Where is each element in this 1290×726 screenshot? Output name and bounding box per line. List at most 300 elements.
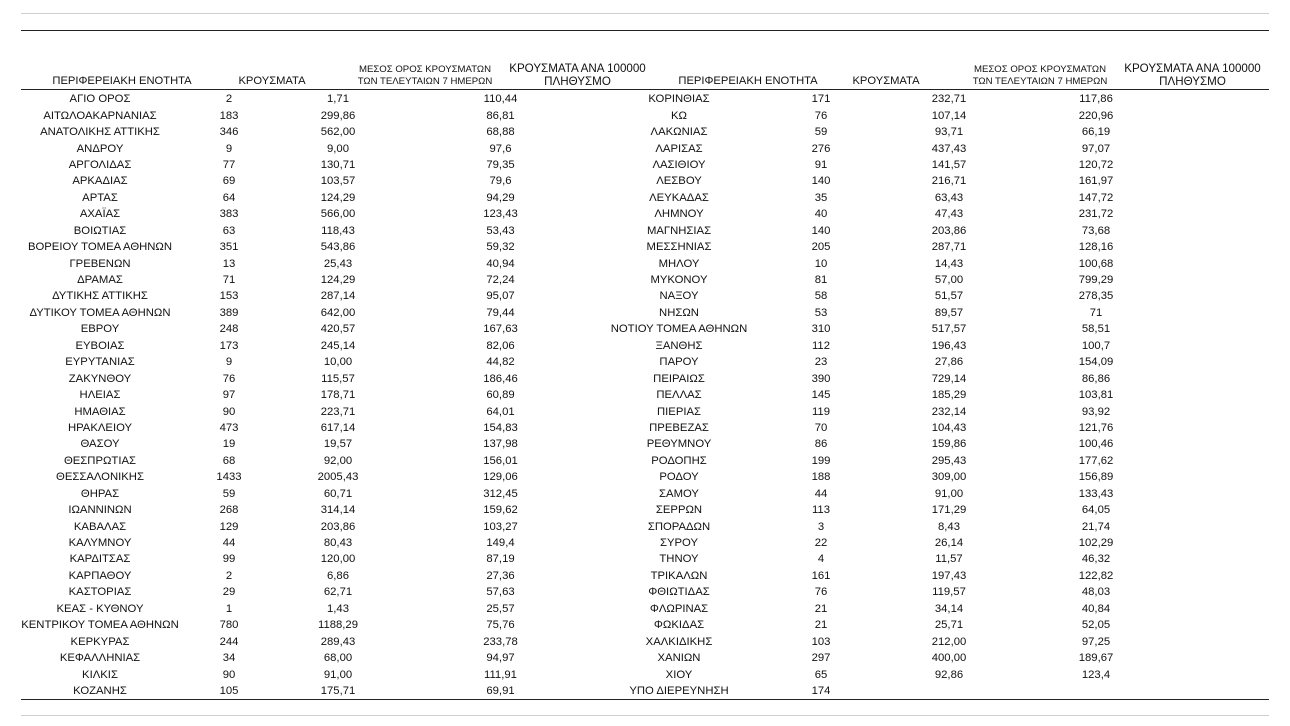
column-gap xyxy=(1161,502,1290,518)
region-name-left: ΕΥΡΥΤΑΝΙΑΣ xyxy=(65,356,135,369)
avg-7day-left: 223,71 xyxy=(320,405,356,418)
cases-right: 119 xyxy=(811,405,830,418)
region-name-left: ΚΕΡΚΥΡΑΣ xyxy=(70,635,130,648)
avg-7day-left: 19,57 xyxy=(323,438,353,451)
avg-7day-right: 11,57 xyxy=(935,553,963,566)
per-100k-right: 58,51 xyxy=(1081,323,1111,336)
region-name-left: ΗΡΑΚΛΕΙΟΥ xyxy=(67,421,133,434)
cases-left: 77 xyxy=(222,158,236,171)
per-100k-left: 149,4 xyxy=(486,537,515,550)
avg-7day-right: 216,71 xyxy=(931,175,967,188)
avg-7day-left: 120,00 xyxy=(320,553,356,566)
avg-7day-left: 1188,29 xyxy=(318,619,358,632)
avg-7day-left: 175,71 xyxy=(320,684,356,697)
header-avg-left-line2: ΤΩΝ ΤΕΛΕΥΤΑΙΩΝ 7 ΗΜΕΡΩΝ xyxy=(357,76,493,87)
region-name-left: ΑΝΑΤΟΛΙΚΗΣ ΑΤΤΙΚΗΣ xyxy=(40,126,160,139)
region-name-left: ΑΡΤΑΣ xyxy=(82,191,118,204)
avg-7day-left: 130,71 xyxy=(320,158,356,171)
avg-7day-right xyxy=(867,683,1031,699)
table-row xyxy=(0,683,1290,699)
region-name-right: ΣΠΟΡΑΔΩΝ xyxy=(647,520,711,533)
per-100k-left: 103,27 xyxy=(483,520,518,533)
per-100k-right: 86,86 xyxy=(1081,372,1111,385)
per-100k-left: 44,82 xyxy=(486,356,515,369)
cases-right: 161 xyxy=(811,569,831,582)
cases-left: 13 xyxy=(222,257,236,270)
avg-7day-left: 62,71 xyxy=(323,586,353,599)
column-gap xyxy=(1161,633,1290,649)
table-row xyxy=(0,403,1290,419)
per-100k-right xyxy=(1031,683,1161,699)
per-100k-left: 82,06 xyxy=(486,339,515,352)
region-name-right: ΝΑΞΟΥ xyxy=(659,290,699,303)
column-gap xyxy=(1161,403,1290,419)
avg-7day-right: 91,00 xyxy=(934,487,964,500)
column-gap xyxy=(1161,551,1290,567)
region-name-right: ΠΡΕΒΕΖΑΣ xyxy=(649,421,709,434)
avg-7day-right: 104,43 xyxy=(931,421,967,434)
per-100k-right: 154,09 xyxy=(1078,356,1114,369)
column-gap xyxy=(1161,370,1290,386)
cases-right: 76 xyxy=(814,109,828,122)
table-row xyxy=(0,469,1290,485)
avg-7day-right: 295,43 xyxy=(931,454,967,467)
region-name-right: ΣΥΡΟΥ xyxy=(659,537,698,550)
table-row xyxy=(0,173,1290,189)
bottom-light-rule xyxy=(21,715,1269,716)
cases-left: 63 xyxy=(222,224,236,237)
table-row xyxy=(0,91,1290,107)
cases-right: 23 xyxy=(814,356,828,369)
region-name-left: ΚΑΡΔΙΤΣΑΣ xyxy=(69,553,131,566)
per-100k-right: 128,16 xyxy=(1078,241,1114,254)
region-name-left: ΘΕΣΣΑΛΟΝΙΚΗΣ xyxy=(56,471,144,484)
per-100k-left: 137,98 xyxy=(483,438,518,451)
per-100k-left: 40,94 xyxy=(486,257,515,270)
header-avg-right-line1: ΜΕΣΟΣ ΟΡΟΣ ΚΡΟΥΣΜΑΤΩΝ xyxy=(973,64,1107,75)
per-100k-right: 48,03 xyxy=(1081,586,1111,599)
per-100k-right: 100,7 xyxy=(1081,339,1111,352)
per-100k-left: 57,63 xyxy=(486,586,515,599)
cases-right: 4 xyxy=(817,553,825,566)
avg-7day-left: 566,00 xyxy=(320,208,356,221)
per-100k-right: 161,97 xyxy=(1078,175,1114,188)
column-gap xyxy=(1161,223,1290,239)
region-name-right: ΥΠΟ ΔΙΕΡΕΥΝΗΣΗ xyxy=(629,684,729,697)
per-100k-left: 129,06 xyxy=(483,471,518,484)
per-100k-left: 69,91 xyxy=(486,684,515,697)
header-region-right: ΠΕΡΙΦΕΡΕΙΑΚΗ ΕΝΟΤΗΤΑ xyxy=(678,75,818,87)
header-region-left: ΠΕΡΙΦΕΡΕΙΑΚΗ ΕΝΟΤΗΤΑ xyxy=(52,75,192,87)
avg-7day-left: 25,43 xyxy=(323,257,353,270)
cases-left: 383 xyxy=(219,208,239,221)
avg-7day-left: 10,00 xyxy=(323,356,353,369)
cases-right: 21 xyxy=(814,602,828,615)
region-name-right: ΛΗΜΝΟΥ xyxy=(654,208,704,221)
table-row xyxy=(0,420,1290,436)
cases-left: 268 xyxy=(219,504,239,517)
avg-7day-left: 642,00 xyxy=(320,306,356,319)
column-gap xyxy=(1161,469,1290,485)
header-underline-rule xyxy=(21,89,1269,90)
avg-7day-right: 287,71 xyxy=(931,241,967,254)
cases-right: 205 xyxy=(811,241,831,254)
per-100k-left: 75,76 xyxy=(486,619,515,632)
table-row xyxy=(0,535,1290,551)
per-100k-right: 278,35 xyxy=(1078,290,1114,303)
avg-7day-left: 103,57 xyxy=(320,175,356,188)
avg-7day-right: 729,14 xyxy=(931,372,967,385)
cases-right: 145 xyxy=(811,389,831,402)
region-name-left: ΚΕΝΤΡΙΚΟΥ ΤΟΜΕΑ ΑΘΗΝΩΝ xyxy=(21,619,179,632)
cases-right: 35 xyxy=(814,191,828,204)
cases-left: 780 xyxy=(219,619,239,632)
table-row xyxy=(0,107,1290,123)
avg-7day-left: 562,00 xyxy=(320,126,356,139)
header-avg-left-line1: ΜΕΣΟΣ ΟΡΟΣ ΚΡΟΥΣΜΑΤΩΝ xyxy=(358,64,492,75)
avg-7day-right: 25,71 xyxy=(934,619,964,632)
region-name-right: ΠΕΙΡΑΙΩΣ xyxy=(653,372,705,385)
per-100k-left: 25,57 xyxy=(486,602,515,615)
column-gap xyxy=(1161,568,1290,584)
table-row xyxy=(0,617,1290,633)
cases-left: 99 xyxy=(222,553,236,566)
column-gap xyxy=(1161,420,1290,436)
column-gap xyxy=(1161,107,1290,123)
region-name-left: ΔΥΤΙΚΟΥ ΤΟΜΕΑ ΑΘΗΝΩΝ xyxy=(29,306,171,319)
table-row xyxy=(0,502,1290,518)
cases-left: 346 xyxy=(219,126,239,139)
region-name-left: ΚΕΑΣ - ΚΥΘΝΟΥ xyxy=(56,602,144,615)
table-row xyxy=(0,387,1290,403)
region-name-left: ΕΒΡΟΥ xyxy=(80,323,120,336)
region-name-left: ΒΟΡΕΙΟΥ ΤΟΜΕΑ ΑΘΗΝΩΝ xyxy=(27,241,173,254)
column-gap xyxy=(1161,190,1290,206)
header-avg-right xyxy=(950,64,1130,88)
per-100k-left: 87,19 xyxy=(486,553,515,566)
per-100k-right: 97,07 xyxy=(1081,142,1111,155)
avg-7day-left: 68,00 xyxy=(323,652,353,665)
per-100k-left: 312,45 xyxy=(483,487,518,500)
table-row xyxy=(0,436,1290,452)
region-name-left: ΗΜΑΘΙΑΣ xyxy=(74,405,126,418)
region-name-left: ΚΕΦΑΛΛΗΝΙΑΣ xyxy=(59,652,141,665)
column-gap xyxy=(1161,666,1290,682)
table-body xyxy=(0,91,1290,699)
per-100k-right: 189,67 xyxy=(1078,652,1114,665)
table-row xyxy=(0,650,1290,666)
column-gap xyxy=(1161,157,1290,173)
per-100k-right: 102,29 xyxy=(1078,537,1114,550)
per-100k-left: 154,83 xyxy=(483,421,518,434)
avg-7day-left: 543,86 xyxy=(320,241,356,254)
cases-left: 9 xyxy=(225,142,233,155)
cases-right: 40 xyxy=(814,208,828,221)
cases-right: 3 xyxy=(817,520,825,533)
avg-7day-right: 159,86 xyxy=(931,438,967,451)
avg-7day-left: 9,00 xyxy=(327,142,349,155)
header-per100k-left-line1: ΚΡΟΥΣΜΑΤΑ ΑΝΑ 100000 xyxy=(509,62,646,75)
region-name-left: ΚΑΒΑΛΑΣ xyxy=(73,520,127,533)
cases-right: 310 xyxy=(811,323,831,336)
cases-left: 389 xyxy=(219,306,239,319)
cases-left: 473 xyxy=(219,421,239,434)
table-row xyxy=(0,305,1290,321)
cases-left: 90 xyxy=(222,405,236,418)
avg-7day-left: 617,14 xyxy=(320,421,356,434)
per-100k-right: 799,29 xyxy=(1078,274,1114,287)
header-cases-left: ΚΡΟΥΣΜΑΤΑ xyxy=(238,75,306,87)
cases-right: 113 xyxy=(811,504,830,517)
table-row xyxy=(0,354,1290,370)
per-100k-left: 86,81 xyxy=(486,109,515,122)
per-100k-right: 93,92 xyxy=(1081,405,1111,418)
table-row xyxy=(0,206,1290,222)
avg-7day-right: 309,00 xyxy=(931,471,967,484)
per-100k-left: 167,63 xyxy=(483,323,518,336)
region-name-right: ΠΙΕΡΙΑΣ xyxy=(656,405,702,418)
region-name-left: ΗΛΕΙΑΣ xyxy=(79,389,121,402)
per-100k-left: 27,36 xyxy=(486,569,515,582)
table-row xyxy=(0,486,1290,502)
avg-7day-left: 124,29 xyxy=(320,274,356,287)
cases-left: 69 xyxy=(222,175,236,188)
cases-left: 19 xyxy=(222,438,236,451)
header-per100k-right-line2: ΠΛΗΘΥΣΜΟ xyxy=(1159,75,1226,88)
per-100k-left: 64,01 xyxy=(486,405,515,418)
cases-right: 140 xyxy=(811,224,831,237)
avg-7day-left: 6,86 xyxy=(327,569,349,582)
region-name-left: ΚΑΣΤΟΡΙΑΣ xyxy=(68,586,132,599)
region-name-left: ΑΡΚΑΔΙΑΣ xyxy=(72,175,128,188)
cases-right: 53 xyxy=(814,306,828,319)
avg-7day-left: 420,57 xyxy=(320,323,356,336)
column-gap xyxy=(1161,518,1290,534)
column-gap xyxy=(1161,91,1290,107)
column-gap xyxy=(1161,140,1290,156)
cases-left: 351 xyxy=(219,241,239,254)
region-name-left: ΚΙΛΚΙΣ xyxy=(82,668,118,681)
cases-left: 129 xyxy=(219,520,239,533)
table-row xyxy=(0,140,1290,156)
table-row xyxy=(0,601,1290,617)
avg-7day-right: 8,43 xyxy=(938,520,960,533)
region-name-right: ΚΟΡΙΝΘΙΑΣ xyxy=(648,93,710,106)
per-100k-right: 147,72 xyxy=(1078,191,1114,204)
region-name-left: ΕΥΒΟΙΑΣ xyxy=(75,339,125,352)
region-name-right: ΡΟΔΟΥ xyxy=(659,471,699,484)
avg-7day-right: 232,14 xyxy=(931,405,967,418)
per-100k-left: 59,32 xyxy=(486,241,515,254)
region-name-right: ΦΛΩΡΙΝΑΣ xyxy=(649,602,709,615)
region-name-left: ΑΧΑΪΑΣ xyxy=(79,208,121,221)
region-name-left: ΑΝΔΡΟΥ xyxy=(76,142,124,155)
header-avg-left xyxy=(335,64,515,88)
column-gap xyxy=(1161,173,1290,189)
cases-left: 2 xyxy=(225,569,233,582)
per-100k-left: 95,07 xyxy=(486,290,515,303)
cases-right: 21 xyxy=(814,619,828,632)
region-name-right: ΣΕΡΡΩΝ xyxy=(655,504,703,517)
per-100k-left: 79,44 xyxy=(486,306,515,319)
per-100k-right: 123,4 xyxy=(1081,668,1111,681)
region-name-right: ΞΑΝΘΗΣ xyxy=(655,339,703,352)
table-row xyxy=(0,124,1290,140)
region-name-right: ΦΩΚΙΔΑΣ xyxy=(653,619,705,632)
region-name-left: ΔΡΑΜΑΣ xyxy=(77,274,123,287)
per-100k-right: 46,32 xyxy=(1081,553,1111,566)
avg-7day-right: 89,57 xyxy=(934,306,964,319)
per-100k-left: 79,35 xyxy=(486,158,515,171)
avg-7day-left: 60,71 xyxy=(323,487,353,500)
avg-7day-left: 314,14 xyxy=(320,504,356,517)
per-100k-right: 21,74 xyxy=(1081,520,1111,533)
table-row xyxy=(0,272,1290,288)
cases-right: 65 xyxy=(814,668,828,681)
table-row xyxy=(0,666,1290,682)
cases-left: 68 xyxy=(222,454,236,467)
region-name-right: ΝΟΤΙΟΥ ΤΟΜΕΑ ΑΘΗΝΩΝ xyxy=(610,323,748,336)
table-row xyxy=(0,518,1290,534)
region-name-right: ΧΑΝΙΩΝ xyxy=(657,652,701,665)
region-name-right: ΛΕΣΒΟΥ xyxy=(656,175,702,188)
per-100k-right: 97,25 xyxy=(1081,635,1111,648)
avg-7day-left: 91,00 xyxy=(323,668,353,681)
column-gap xyxy=(1161,601,1290,617)
avg-7day-right: 14,43 xyxy=(934,257,964,270)
avg-7day-right: 51,57 xyxy=(934,290,964,303)
cases-right: 390 xyxy=(811,372,831,385)
per-100k-left: 60,89 xyxy=(486,389,515,402)
cases-right: 91 xyxy=(814,158,828,171)
avg-7day-left: 118,43 xyxy=(321,224,355,237)
column-gap xyxy=(1161,617,1290,633)
cases-left: 64 xyxy=(222,191,236,204)
avg-7day-right: 63,43 xyxy=(934,191,964,204)
avg-7day-left: 299,86 xyxy=(320,109,356,122)
per-100k-right: 121,76 xyxy=(1078,421,1114,434)
region-name-left: ΑΙΤΩΛΟΑΚΑΡΝΑΝΙΑΣ xyxy=(43,109,157,122)
region-name-left: ΚΑΛΥΜΝΟΥ xyxy=(68,537,132,550)
column-gap xyxy=(1161,206,1290,222)
cases-left: 153 xyxy=(219,290,239,303)
cases-right: 171 xyxy=(811,93,831,106)
avg-7day-right: 92,86 xyxy=(934,668,964,681)
region-name-right: ΡΕΘΥΜΝΟΥ xyxy=(646,438,712,451)
avg-7day-left: 178,71 xyxy=(320,389,356,402)
region-name-left: ΙΩΑΝΝΙΝΩΝ xyxy=(68,504,132,517)
avg-7day-right: 93,71 xyxy=(934,126,964,139)
region-name-right: ΣΑΜΟΥ xyxy=(659,487,699,500)
column-gap xyxy=(1161,124,1290,140)
per-100k-right: 156,89 xyxy=(1078,471,1114,484)
per-100k-right: 177,62 xyxy=(1078,454,1114,467)
avg-7day-right: 232,71 xyxy=(931,93,967,106)
cases-table xyxy=(0,91,1290,699)
column-gap xyxy=(1161,650,1290,666)
per-100k-right: 133,43 xyxy=(1078,487,1114,500)
table-header xyxy=(0,50,1290,89)
region-name-right: ΜΥΚΟΝΟΥ xyxy=(650,274,708,287)
per-100k-right: 231,72 xyxy=(1078,208,1114,221)
cases-left: 2 xyxy=(225,93,233,106)
cases-right: 76 xyxy=(814,586,828,599)
column-gap xyxy=(1161,436,1290,452)
per-100k-right: 66,19 xyxy=(1081,126,1111,139)
column-gap xyxy=(1161,305,1290,321)
cases-left: 248 xyxy=(219,323,239,336)
column-gap xyxy=(1161,354,1290,370)
per-100k-right: 220,96 xyxy=(1078,109,1114,122)
column-gap xyxy=(1161,255,1290,271)
region-name-left: ΓΡΕΒΕΝΩΝ xyxy=(69,257,131,270)
cases-right: 140 xyxy=(811,175,831,188)
cases-right: 58 xyxy=(814,290,828,303)
cases-left: 59 xyxy=(222,487,236,500)
column-gap xyxy=(1161,453,1290,469)
table-row xyxy=(0,633,1290,649)
table-row xyxy=(0,255,1290,271)
cases-left: 173 xyxy=(219,339,239,352)
avg-7day-right: 141,57 xyxy=(931,158,967,171)
cases-left: 105 xyxy=(219,684,239,697)
column-gap xyxy=(1161,321,1290,337)
per-100k-right: 40,84 xyxy=(1081,602,1111,615)
region-name-left: ΚΑΡΠΑΘΟΥ xyxy=(68,569,132,582)
avg-7day-right: 437,43 xyxy=(931,142,967,155)
avg-7day-right: 171,29 xyxy=(931,504,967,517)
avg-7day-right: 57,00 xyxy=(934,274,964,287)
region-name-right: ΜΑΓΝΗΣΙΑΣ xyxy=(646,224,712,237)
per-100k-right: 120,72 xyxy=(1078,158,1114,171)
column-gap xyxy=(1161,288,1290,304)
per-100k-left: 94,29 xyxy=(486,191,515,204)
table-row xyxy=(0,453,1290,469)
avg-7day-right: 517,57 xyxy=(931,323,967,336)
column-gap xyxy=(1161,272,1290,288)
per-100k-left: 97,6 xyxy=(489,142,512,155)
table-row xyxy=(0,321,1290,337)
region-name-right: ΛΑΣΙΘΙΟΥ xyxy=(652,158,706,171)
cases-left: 34 xyxy=(222,652,236,665)
per-100k-right: 73,68 xyxy=(1081,224,1111,237)
region-name-right: ΛΑΚΩΝΙΑΣ xyxy=(650,126,708,139)
table-row xyxy=(0,584,1290,600)
avg-7day-left: 289,43 xyxy=(320,635,356,648)
region-name-left: ΔΥΤΙΚΗΣ ΑΤΤΙΚΗΣ xyxy=(52,290,148,303)
cases-right: 188 xyxy=(811,471,831,484)
table-row xyxy=(0,568,1290,584)
column-gap xyxy=(1161,486,1290,502)
avg-7day-left: 287,14 xyxy=(320,290,356,303)
avg-7day-right: 47,43 xyxy=(934,208,964,221)
region-name-left: ΚΟΖΑΝΗΣ xyxy=(73,684,127,697)
avg-7day-left: 115,57 xyxy=(321,372,355,385)
avg-7day-right: 27,86 xyxy=(934,356,964,369)
header-per100k-right-line1: ΚΡΟΥΣΜΑΤΑ ΑΝΑ 100000 xyxy=(1124,62,1261,75)
cases-left: 44 xyxy=(222,537,236,550)
cases-left: 29 xyxy=(222,586,236,599)
column-gap xyxy=(1161,239,1290,255)
cases-left: 71 xyxy=(222,274,236,287)
header-avg-right-line2: ΤΩΝ ΤΕΛΕΥΤΑΙΩΝ 7 ΗΜΕΡΩΝ xyxy=(972,76,1108,87)
header-per100k-right xyxy=(1115,62,1270,88)
per-100k-left: 111,91 xyxy=(484,668,517,681)
per-100k-right: 100,46 xyxy=(1078,438,1114,451)
per-100k-right: 117,86 xyxy=(1079,93,1113,106)
per-100k-left: 68,88 xyxy=(486,126,515,139)
table-row xyxy=(0,157,1290,173)
